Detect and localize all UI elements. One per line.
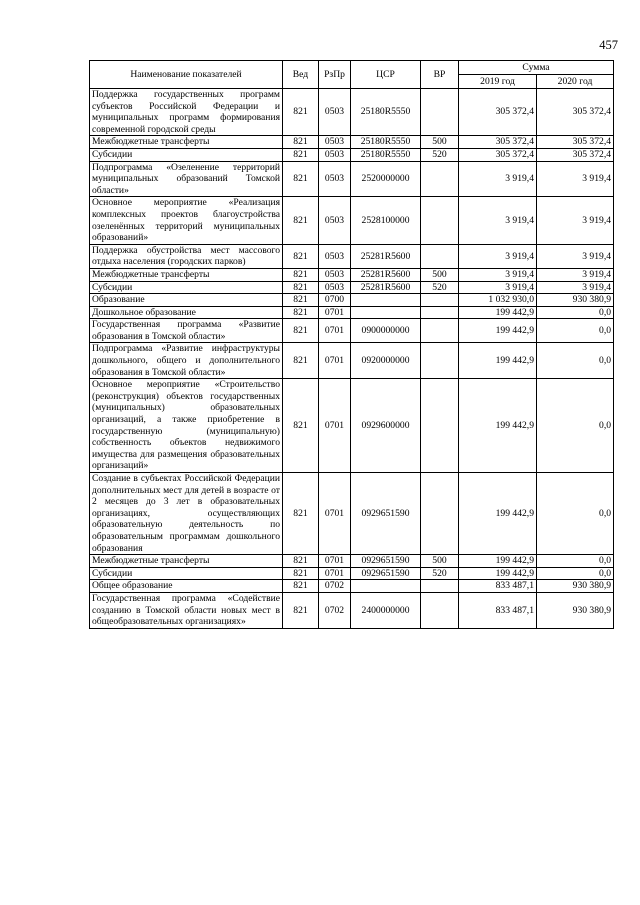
cell-ved: 821 xyxy=(283,197,319,244)
header-name: Наименование показателей xyxy=(90,61,283,89)
cell-vr: 520 xyxy=(421,567,459,580)
cell-sum-2020: 0,0 xyxy=(537,319,614,343)
cell-vr: 500 xyxy=(421,136,459,149)
cell-name: Поддержка обустройства мест массового отдыха населения (городских парков) xyxy=(90,244,283,268)
header-rzpr: РзПр xyxy=(319,61,351,89)
cell-rzpr: 0503 xyxy=(319,148,351,161)
cell-csr: 25180R5550 xyxy=(351,89,421,136)
table-row xyxy=(90,319,614,343)
cell-sum-2019: 3 919,4 xyxy=(459,281,537,294)
cell-ved: 821 xyxy=(283,161,319,197)
table-row xyxy=(90,89,614,136)
cell-sum-2020: 0,0 xyxy=(537,379,614,473)
cell-csr: 25281R5600 xyxy=(351,281,421,294)
cell-ved: 821 xyxy=(283,343,319,379)
cell-rzpr: 0503 xyxy=(319,161,351,197)
table-row xyxy=(90,379,614,473)
table-row xyxy=(90,197,614,244)
cell-ved: 821 xyxy=(283,555,319,568)
cell-vr xyxy=(421,244,459,268)
cell-ved: 821 xyxy=(283,89,319,136)
cell-sum-2019: 305 372,4 xyxy=(459,148,537,161)
page-number: 457 xyxy=(599,38,618,52)
header-sum: Сумма xyxy=(459,61,614,75)
cell-sum-2019: 3 919,4 xyxy=(459,268,537,281)
table-row xyxy=(90,473,614,555)
cell-sum-2019: 199 442,9 xyxy=(459,555,537,568)
cell-sum-2019: 305 372,4 xyxy=(459,89,537,136)
table-row xyxy=(90,244,614,268)
header-csr: ЦСР xyxy=(351,61,421,89)
cell-name: Основное мероприятие «Строительство (реконструкция) объектов государственных (муниципальных) образовательных организаций, а также приобретение в государственную (муниципальную) собственность объектов недвижимого имущества для размещения образовательных организаций» xyxy=(90,379,283,473)
cell-vr xyxy=(421,580,459,593)
cell-rzpr: 0503 xyxy=(319,197,351,244)
cell-sum-2020: 305 372,4 xyxy=(537,136,614,149)
cell-sum-2019: 305 372,4 xyxy=(459,136,537,149)
cell-sum-2020: 0,0 xyxy=(537,306,614,319)
table-row xyxy=(90,343,614,379)
cell-vr xyxy=(421,592,459,628)
cell-ved: 821 xyxy=(283,567,319,580)
cell-csr: 25180R5550 xyxy=(351,136,421,149)
cell-csr: 2520000000 xyxy=(351,161,421,197)
cell-vr xyxy=(421,89,459,136)
cell-ved: 821 xyxy=(283,473,319,555)
cell-sum-2019: 3 919,4 xyxy=(459,244,537,268)
cell-rzpr: 0503 xyxy=(319,281,351,294)
cell-sum-2020: 0,0 xyxy=(537,567,614,580)
cell-name: Межбюджетные трансферты xyxy=(90,136,283,149)
cell-csr: 0929600000 xyxy=(351,379,421,473)
cell-sum-2020: 930 380,9 xyxy=(537,592,614,628)
cell-csr: 2528100000 xyxy=(351,197,421,244)
cell-csr: 2400000000 xyxy=(351,592,421,628)
cell-csr: 25281R5600 xyxy=(351,268,421,281)
cell-name: Основное мероприятие «Реализация комплексных проектов благоустройства озеленённых территорий муниципальных образований» xyxy=(90,197,283,244)
table-body xyxy=(90,89,614,629)
cell-vr xyxy=(421,319,459,343)
cell-name: Межбюджетные трансферты xyxy=(90,268,283,281)
cell-name: Дошкольное образование xyxy=(90,306,283,319)
cell-ved: 821 xyxy=(283,281,319,294)
cell-sum-2019: 833 487,1 xyxy=(459,580,537,593)
cell-rzpr: 0503 xyxy=(319,89,351,136)
cell-sum-2019: 199 442,9 xyxy=(459,343,537,379)
cell-name: Образование xyxy=(90,294,283,307)
cell-sum-2020: 930 380,9 xyxy=(537,580,614,593)
cell-vr: 520 xyxy=(421,281,459,294)
cell-rzpr: 0701 xyxy=(319,555,351,568)
cell-rzpr: 0702 xyxy=(319,592,351,628)
table-row xyxy=(90,592,614,628)
cell-vr xyxy=(421,306,459,319)
header-vr: ВР xyxy=(421,61,459,89)
cell-csr xyxy=(351,580,421,593)
cell-sum-2020: 0,0 xyxy=(537,555,614,568)
cell-ved: 821 xyxy=(283,268,319,281)
cell-sum-2019: 199 442,9 xyxy=(459,319,537,343)
cell-ved: 821 xyxy=(283,319,319,343)
cell-rzpr: 0701 xyxy=(319,319,351,343)
cell-rzpr: 0700 xyxy=(319,294,351,307)
cell-vr: 500 xyxy=(421,555,459,568)
cell-rzpr: 0701 xyxy=(319,567,351,580)
cell-name: Межбюджетные трансферты xyxy=(90,555,283,568)
cell-sum-2020: 3 919,4 xyxy=(537,268,614,281)
table-row xyxy=(90,294,614,307)
header-year-2019: 2019 год xyxy=(459,75,537,89)
cell-ved: 821 xyxy=(283,294,319,307)
table-row xyxy=(90,306,614,319)
cell-sum-2020: 0,0 xyxy=(537,473,614,555)
table-header xyxy=(90,61,614,89)
cell-ved: 821 xyxy=(283,306,319,319)
table-row xyxy=(90,580,614,593)
cell-sum-2020: 3 919,4 xyxy=(537,281,614,294)
table-row xyxy=(90,148,614,161)
cell-csr: 0929651590 xyxy=(351,555,421,568)
cell-sum-2019: 199 442,9 xyxy=(459,473,537,555)
table-row xyxy=(90,281,614,294)
cell-sum-2019: 199 442,9 xyxy=(459,567,537,580)
cell-rzpr: 0702 xyxy=(319,580,351,593)
cell-csr xyxy=(351,306,421,319)
cell-name: Создание в субъектах Российской Федерации дополнительных мест для детей в возрасте от 2 месяцев до 3 лет в образовательных организациях, осуществляющих образовательную деятельность по образовательным программам дошкольного образования xyxy=(90,473,283,555)
cell-rzpr: 0701 xyxy=(319,343,351,379)
cell-sum-2020: 3 919,4 xyxy=(537,197,614,244)
table-row xyxy=(90,567,614,580)
cell-sum-2020: 3 919,4 xyxy=(537,244,614,268)
cell-vr xyxy=(421,197,459,244)
cell-csr: 25180R5550 xyxy=(351,148,421,161)
cell-sum-2020: 305 372,4 xyxy=(537,89,614,136)
table-row xyxy=(90,161,614,197)
cell-sum-2019: 3 919,4 xyxy=(459,197,537,244)
cell-vr: 520 xyxy=(421,148,459,161)
cell-name: Субсидии xyxy=(90,567,283,580)
cell-csr xyxy=(351,294,421,307)
cell-name: Субсидии xyxy=(90,281,283,294)
cell-sum-2020: 3 919,4 xyxy=(537,161,614,197)
cell-ved: 821 xyxy=(283,592,319,628)
cell-ved: 821 xyxy=(283,379,319,473)
cell-name: Государственная программа «Содействие созданию в Томской области новых мест в общеобразовательных организациях» xyxy=(90,592,283,628)
cell-sum-2019: 833 487,1 xyxy=(459,592,537,628)
table-row xyxy=(90,136,614,149)
cell-name: Субсидии xyxy=(90,148,283,161)
cell-rzpr: 0503 xyxy=(319,268,351,281)
cell-name: Подпрограмма «Развитие инфраструктуры дошкольного, общего и дополнительного образования в Томской области» xyxy=(90,343,283,379)
table-row xyxy=(90,268,614,281)
cell-name: Общее образование xyxy=(90,580,283,593)
cell-vr xyxy=(421,343,459,379)
cell-sum-2019: 3 919,4 xyxy=(459,161,537,197)
cell-name: Поддержка государственных программ субъектов Российской Федерации и муниципальных программ формирования современной городской среды xyxy=(90,89,283,136)
cell-vr: 500 xyxy=(421,268,459,281)
cell-vr xyxy=(421,379,459,473)
cell-vr xyxy=(421,161,459,197)
cell-vr xyxy=(421,473,459,555)
cell-rzpr: 0701 xyxy=(319,473,351,555)
cell-sum-2019: 199 442,9 xyxy=(459,306,537,319)
cell-rzpr: 0503 xyxy=(319,244,351,268)
cell-csr: 0929651590 xyxy=(351,473,421,555)
cell-csr: 0900000000 xyxy=(351,319,421,343)
cell-csr: 0920000000 xyxy=(351,343,421,379)
cell-ved: 821 xyxy=(283,244,319,268)
cell-sum-2019: 199 442,9 xyxy=(459,379,537,473)
cell-name: Государственная программа «Развитие образования в Томской области» xyxy=(90,319,283,343)
budget-table xyxy=(89,60,614,629)
cell-ved: 821 xyxy=(283,136,319,149)
cell-rzpr: 0503 xyxy=(319,136,351,149)
cell-name: Подпрограмма «Озеленение территорий муниципальных образований Томской области» xyxy=(90,161,283,197)
cell-ved: 821 xyxy=(283,580,319,593)
cell-rzpr: 0701 xyxy=(319,379,351,473)
cell-sum-2020: 0,0 xyxy=(537,343,614,379)
cell-vr xyxy=(421,294,459,307)
cell-sum-2019: 1 032 930,0 xyxy=(459,294,537,307)
cell-sum-2020: 930 380,9 xyxy=(537,294,614,307)
cell-rzpr: 0701 xyxy=(319,306,351,319)
table-row xyxy=(90,555,614,568)
cell-csr: 25281R5600 xyxy=(351,244,421,268)
header-ved: Вед xyxy=(283,61,319,89)
cell-ved: 821 xyxy=(283,148,319,161)
cell-csr: 0929651590 xyxy=(351,567,421,580)
cell-sum-2020: 305 372,4 xyxy=(537,148,614,161)
header-year-2020: 2020 год xyxy=(537,75,614,89)
